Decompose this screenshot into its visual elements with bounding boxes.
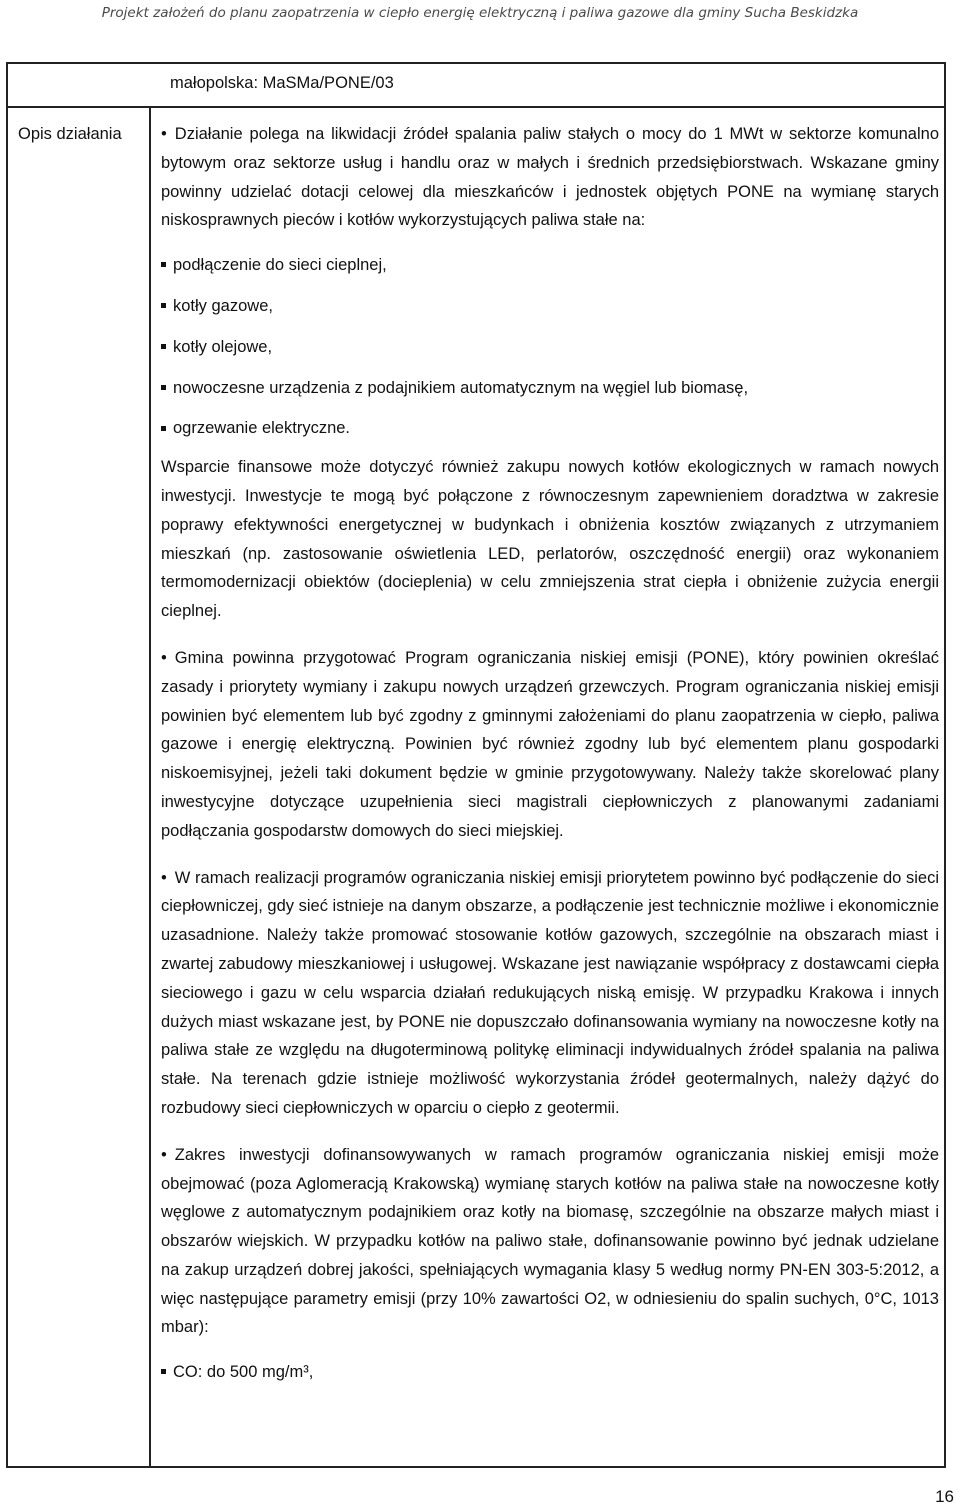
category-code: małopolska: MaSMa/PONE/03: [170, 74, 394, 92]
support-paragraph: Wsparcie finansowe może dotyczyć również zakupu nowych kotłów ekologicznych w ramach nowych inwestycji. Inwestycje te mogą być połączone z równoczesnym zapewnieniem doradztwa w zakresie poprawy efektywności energetycznej w budynkach i obniżenia kosztów związanych z utrzymaniem mieszkań (np. zastosowanie oświetlenia LED, perlatorów, oszczędność energii) oraz wykonaniem termomodernizacji obiektów (docieplenia) w celu zmniejszenia strat ciepła i obniżenie zużycia energii cieplnej.: [161, 458, 939, 621]
column-divider: [149, 108, 151, 1466]
bullet-text-1: Działanie polega na likwidacji źródeł spalania paliw stałych o mocy do 1 MWt w sektorze komunalno bytowym oraz sektorze usług i handlu oraz w małych i średnich przedsiębiorstwach. Wskazane gminy powinny udzielać dotacji celowej dla mieszkańców i jednostek objętych PONE na wymianę starych niskosprawnych pieców i kotłów wykorzystujących paliwa stałe na:: [161, 125, 939, 230]
bullet-icon: •: [161, 868, 167, 887]
bullet-text-2: Gmina powinna przygotować Program ograniczania niskiej emisji (PONE), który powinien określać zasady i priorytety wymiany i zakupu nowych urządzeń grzewczych. Program ograniczania niskiej emisji powinien być elementem lub być zgodny z gminnymi założeniami do planu zaopatrzenia w ciepło, paliwa gazowe i energię elektryczną. Powinien być również zgodny lub być elementem planu gospodarki niskoemisyjnej, jeżeli taki dokument będzie w gminie przygotowywany. Należy także skorelować plany inwestycyjne dotyczące uzupełnienia sieci magistrali ciepłowniczych z planowanymi zadaniami podłączania gospodarstw domowych do sieci miejskiej.: [161, 648, 939, 840]
bullet-paragraph-3: [161, 864, 939, 1123]
bullet-paragraph-2: [161, 644, 939, 846]
table-header-row: [8, 64, 944, 108]
bullet-text-4: Zakres inwestycji dofinansowywanych w ramach programów ograniczania niskiej emisji może obejmować (poza Aglomeracją Krakowską) wymianę starych kotłów na paliwa stałe na nowoczesne kotły węglowe z automatycznym podajnikiem oraz kotły na biomasę, szczególnie na obszarze małych miast i obszarów wiejskich. W przypadku kotłów na paliwo stałe, dofinansowanie powinno być jednak udzielane na zakup urządzeń dobrej jakości, spełniających wymagania klasy 5 według normy PN-EN 303-5:2012, a więc następujące parametry emisji (przy 10% zawartości O2, w odniesieniu do spalin suchych, 0°C, 1013 mbar):: [161, 1145, 939, 1337]
description-content: [161, 120, 939, 1387]
bullet-text-3: W ramach realizacji programów ograniczania niskiej emisji priorytetem powinno być podłączenie do sieci ciepłowniczej, gdy sieć istnieje na danym obszarze, a podłączenie jest technicznie możliwe i ekonomicznie uzasadnione. Należy także promować stosowanie kotłów gazowych, szczególnie na obszarach miast i zwartej zabudowy mieszkaniowej i usługowej. Wskazane jest nawiązanie współpracy z dostawcami ciepła sieciowego i gazu w celu wsparcia działań redukujących niską emisję. W przypadku Krakowa i innych dużych miast wskazane jest, by PONE nie dopuszczało dofinansowania wymiany na nowoczesne kotły na paliwa stałe ze względu na długoterminową politykę eliminacji indywidualnych źródeł spalania na paliwa stałe. Na terenach gdzie istnieje możliwość wykorzystania źródeł geotermalnych, należy dążyć do rozbudowy sieci ciepłowniczych w oparciu o ciepło z geotermii.: [161, 868, 939, 1117]
square-bullet-icon: [161, 303, 166, 308]
list-item: [161, 414, 939, 443]
list-item-text: kotły olejowe,: [173, 337, 273, 356]
list-item: [161, 1358, 939, 1387]
bullet-icon: •: [161, 648, 167, 667]
list-item-text: podłączenie do sieci cieplnej,: [173, 256, 387, 275]
funding-options-list: [161, 251, 939, 443]
list-item: [161, 333, 939, 362]
list-item-text: kotły gazowe,: [173, 296, 273, 315]
row-label: Opis działania: [18, 125, 122, 143]
square-bullet-icon: [161, 385, 166, 390]
square-bullet-icon: [161, 1369, 166, 1374]
square-bullet-icon: [161, 426, 166, 431]
bullet-icon: •: [161, 1145, 167, 1164]
bullet-paragraph-4: [161, 1141, 939, 1343]
page-header: Projekt założeń do planu zaopatrzenia w ciepło energię elektryczną i paliwa gazowe dla gminy Sucha Beskidzka: [101, 5, 859, 21]
square-bullet-icon: [161, 262, 166, 267]
list-item: [161, 292, 939, 321]
action-table: [6, 62, 946, 1468]
bullet-paragraph-1: [161, 120, 939, 235]
list-item: [161, 251, 939, 280]
square-bullet-icon: [161, 344, 166, 349]
list-item-text: ogrzewanie elektryczne.: [173, 419, 351, 438]
list-item-text: nowoczesne urządzenia z podajnikiem automatycznym na węgiel lub biomasę,: [173, 378, 749, 397]
list-item: [161, 374, 939, 403]
emission-parameters-list: [161, 1358, 939, 1387]
bullet-icon: •: [161, 125, 167, 143]
page-number: 16: [935, 1487, 954, 1506]
list-item-text: CO: do 500 mg/m³,: [173, 1363, 314, 1382]
